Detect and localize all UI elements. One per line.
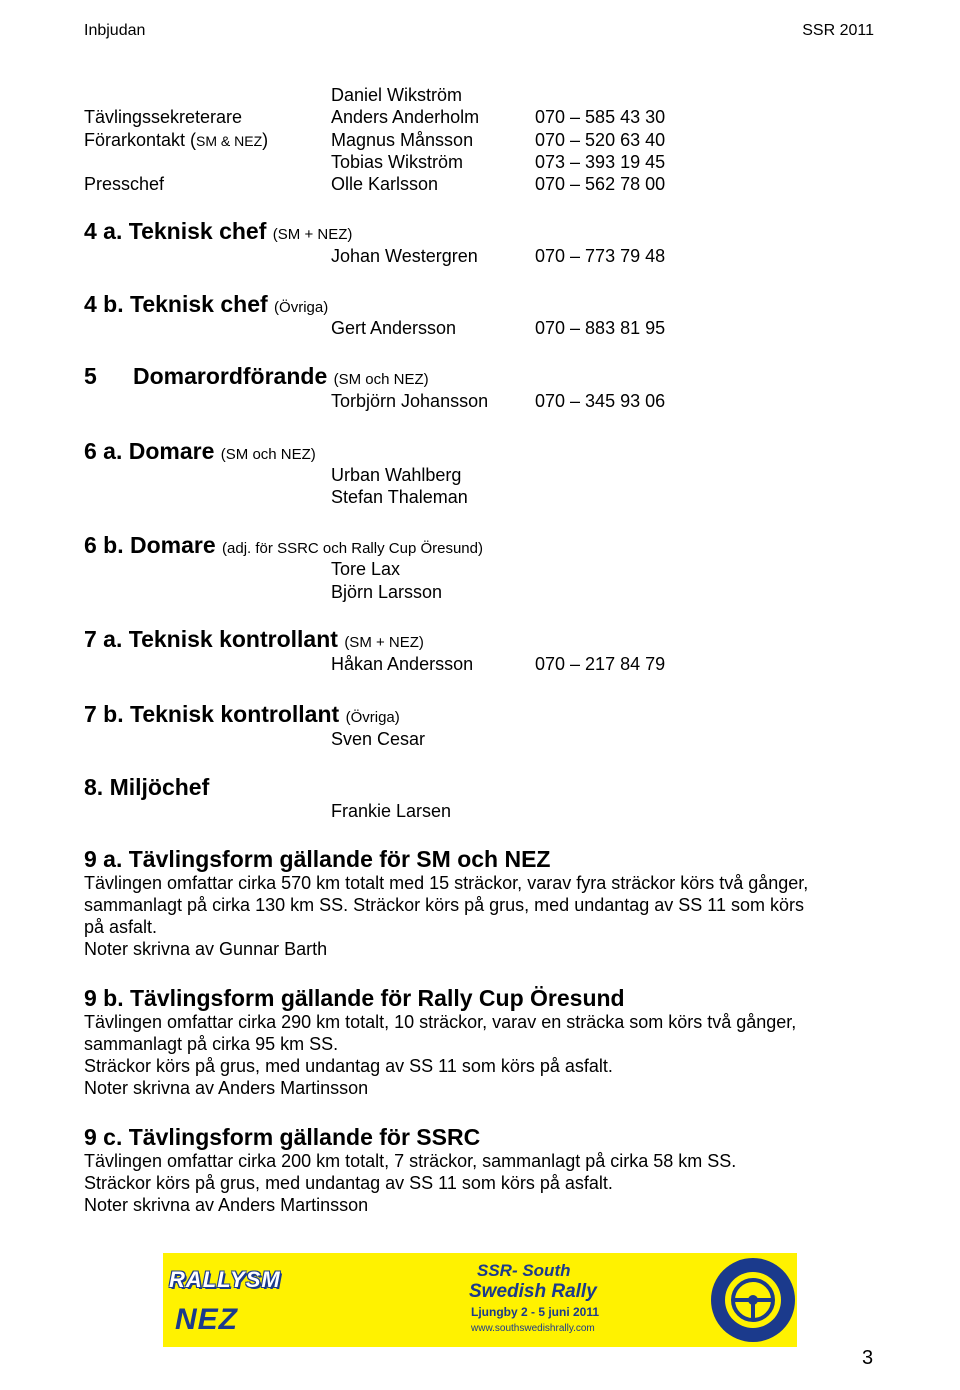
- contact-phone: 070 – 585 43 30: [535, 107, 666, 127]
- ssr-logo: [467, 1257, 643, 1343]
- paragraph-line: Noter skrivna av Anders Martinsson: [84, 1195, 369, 1215]
- header-right: SSR 2011: [802, 22, 874, 39]
- section-heading: 5 Domarordförande (SM och NEZ): [84, 363, 429, 389]
- sponsor-logo-strip: [163, 1253, 797, 1347]
- section-phone: 070 – 773 79 48: [535, 246, 666, 266]
- section-heading: 7 a. Teknisk kontrollant (SM + NEZ): [84, 626, 424, 652]
- paragraph-line: Tävlingen omfattar cirka 290 km totalt, 10 sträckor, varav en sträcka som körs två gånger,: [84, 1012, 797, 1032]
- paragraph-line: Sträckor körs på grus, med undantag av SS 11 som körs på asfalt.: [84, 1173, 613, 1193]
- contact-phone: 073 – 393 19 45: [535, 152, 666, 172]
- ssr-logo-dates: Ljungby 2 - 5 juni 2011: [471, 1305, 600, 1319]
- section-name: Tore Lax: [331, 559, 401, 579]
- section-paragraph: [84, 1150, 884, 1216]
- section-phone: 070 – 345 93 06: [535, 391, 666, 411]
- section-phone: 070 – 883 81 95: [535, 318, 666, 338]
- contact-phone: 070 – 520 63 40: [535, 130, 666, 150]
- contact-role: Förarkontakt (SM & NEZ): [84, 130, 269, 150]
- section-heading: 6 b. Domare (adj. för SSRC och Rally Cup Öresund): [84, 532, 483, 558]
- ssr-logo-line1: SSR- South: [477, 1261, 571, 1280]
- ssr-logo-line2: Swedish Rally: [469, 1281, 597, 1302]
- section-name: Frankie Larsen: [331, 801, 452, 821]
- contact-role: Tävlingssekreterare: [84, 107, 243, 127]
- section-name: Johan Westergren: [331, 246, 478, 266]
- section-heading: 4 b. Teknisk chef (Övriga): [84, 291, 329, 317]
- page-number: 3: [862, 1347, 874, 1369]
- section-paragraph: [84, 1011, 884, 1099]
- contact-phone: 070 – 562 78 00: [535, 174, 666, 194]
- section-name: Torbjörn Johansson: [331, 391, 489, 411]
- section-heading: 9 b. Tävlingsform gällande för Rally Cup Öresund: [84, 985, 625, 1011]
- section-phone: 070 – 217 84 79: [535, 654, 666, 674]
- contact-name: Tobias Wikström: [331, 152, 464, 172]
- contact-role: Presschef: [84, 174, 165, 194]
- contact-name: Magnus Månsson: [331, 130, 474, 150]
- section-heading: 9 c. Tävlingsform gällande för SSRC: [84, 1124, 481, 1150]
- section-heading: 8. Miljöchef: [84, 774, 210, 800]
- section-heading: 6 a. Domare (SM och NEZ): [84, 438, 316, 464]
- section-heading: 9 a. Tävlingsform gällande för SM och NEZ: [84, 846, 551, 872]
- section-name: Sven Cesar: [331, 729, 426, 749]
- section-name: Stefan Thaleman: [331, 487, 468, 507]
- paragraph-line: Sträckor körs på grus, med undantag av SS 11 som körs på asfalt.: [84, 1056, 613, 1076]
- paragraph-line: sammanlagt på cirka 130 km SS. Sträckor körs på grus, med undantag av SS 11 som körs: [84, 895, 804, 915]
- contact-name: Olle Karlsson: [331, 174, 439, 194]
- rallysm-nez-logo: [163, 1253, 281, 1347]
- section-name: Björn Larsson: [331, 582, 443, 602]
- contact-name: Daniel Wikström: [331, 85, 463, 105]
- paragraph-line: på asfalt.: [84, 917, 158, 937]
- section-heading: 7 b. Teknisk kontrollant (Övriga): [84, 701, 400, 727]
- nez-logo-text: NEZ: [175, 1303, 238, 1336]
- paragraph-line: Tävlingen omfattar cirka 200 km totalt, 7 sträckor, sammanlagt på cirka 58 km SS.: [84, 1151, 737, 1171]
- section-paragraph: [84, 872, 884, 960]
- ssr-logo-url: www.southswedishrally.com: [471, 1323, 595, 1334]
- rallysm-logo-text: RALLYSM: [169, 1267, 281, 1292]
- paragraph-line: sammanlagt på cirka 95 km SS.: [84, 1034, 339, 1054]
- section-name: Urban Wahlberg: [331, 465, 462, 485]
- paragraph-line: Noter skrivna av Gunnar Barth: [84, 939, 328, 959]
- header-left: Inbjudan: [84, 22, 146, 39]
- sbf-emblem-icon: [709, 1255, 797, 1345]
- section-heading: 4 a. Teknisk chef (SM + NEZ): [84, 218, 353, 244]
- contact-name: Anders Anderholm: [331, 107, 480, 127]
- section-name: Håkan Andersson: [331, 654, 474, 674]
- paragraph-line: Tävlingen omfattar cirka 570 km totalt med 15 sträckor, varav fyra sträckor körs två gånger,: [84, 873, 809, 893]
- section-name: Gert Andersson: [331, 318, 457, 338]
- paragraph-line: Noter skrivna av Anders Martinsson: [84, 1078, 369, 1098]
